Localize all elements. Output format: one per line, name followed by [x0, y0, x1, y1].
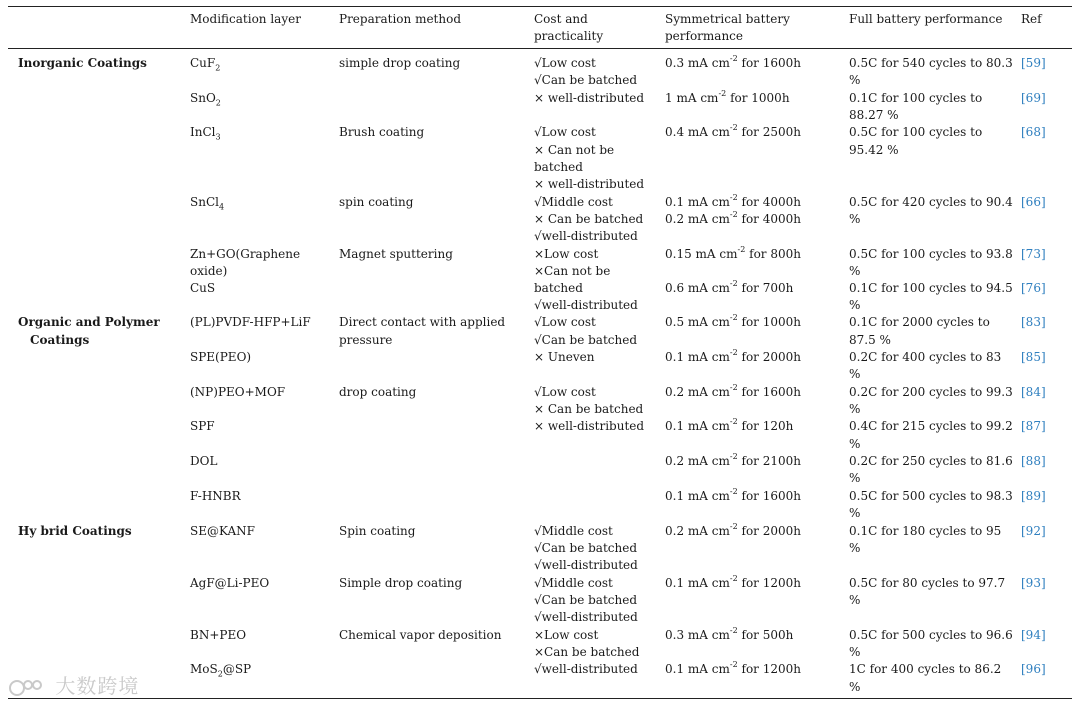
cost-cell: ×Low cost	[534, 628, 599, 642]
full-battery-cell-line2: %	[849, 264, 861, 278]
ref-link[interactable]: [83]	[1021, 315, 1046, 329]
ref-link[interactable]: [85]	[1021, 350, 1046, 364]
layer-cell: MoS$_2$@SP	[190, 662, 252, 679]
ref-link[interactable]: [92]	[1021, 524, 1046, 538]
layer-cell: (PL)PVDF-HFP+LiF	[190, 315, 311, 329]
layer-cell: AgF@Li-PEO	[190, 576, 270, 590]
symmetrical-cell: 0.1 mA $cm^{-2}$ for 1600h	[665, 487, 801, 503]
cost-cell: √Low cost	[534, 56, 596, 70]
full-battery-cell: 0.1C for 2000 cycles to	[849, 315, 990, 329]
full-battery-cell: 0.2C for 400 cycles to 83	[849, 350, 1002, 364]
cost-cell: √Can be batched	[534, 541, 638, 555]
header-ref: Ref	[1021, 12, 1042, 26]
cost-cell: √Can be batched	[534, 593, 638, 607]
layer-cell: (NP)PEO+MOF	[190, 385, 286, 399]
ref-link[interactable]: [94]	[1021, 628, 1046, 642]
ref-link[interactable]: [66]	[1021, 195, 1046, 209]
layer-cell: SnO$_2$	[190, 91, 221, 108]
symmetrical-cell: 0.15 mA $cm^{-2}$ for 800h	[665, 245, 801, 261]
method-cell: simple drop coating	[339, 56, 461, 70]
ref-link[interactable]: [59]	[1021, 56, 1046, 70]
full-battery-cell-line2: %	[849, 541, 861, 555]
symmetrical-cell: 0.1 mA $cm^{-2}$ for 1200h	[665, 660, 801, 676]
cost-cell: batched	[534, 160, 583, 174]
full-battery-cell-line2: 87.5 %	[849, 333, 891, 347]
ref-link[interactable]: [76]	[1021, 281, 1046, 295]
layer-cell: SPE(PEO)	[190, 350, 252, 364]
cost-cell: × Can not be	[534, 143, 615, 157]
full-battery-cell-line2: %	[849, 212, 861, 226]
cost-cell: √Middle cost	[534, 524, 613, 538]
full-battery-cell: 0.5C for 420 cycles to 90.4	[849, 195, 1013, 209]
layer-cell: SPF	[190, 419, 215, 433]
symmetrical-cell: 0.3 mA $cm^{-2}$ for 1600h	[665, 54, 801, 70]
full-battery-cell: 0.5C for 500 cycles to 96.6	[849, 628, 1013, 642]
cost-cell: √Low cost	[534, 385, 596, 399]
method-cell: Direct contact with applied	[339, 315, 506, 329]
full-battery-cell-line2: %	[849, 367, 861, 381]
method-cell: spin coating	[339, 195, 414, 209]
full-battery-cell-line2: %	[849, 73, 861, 87]
cost-cell: × Can be batched	[534, 402, 644, 416]
header-cost-line1: Cost and	[534, 12, 588, 26]
full-battery-cell-line2: %	[849, 506, 861, 520]
full-battery-cell-line2: 88.27 %	[849, 108, 899, 122]
full-battery-cell: 0.4C for 215 cycles to 99.2	[849, 419, 1013, 433]
full-battery-cell: 0.5C for 80 cycles to 97.7	[849, 576, 1006, 590]
symmetrical-cell: 1 mA $cm^{-2}$ for 1000h	[665, 89, 790, 105]
ref-link[interactable]: [96]	[1021, 662, 1046, 676]
method-cell: Simple drop coating	[339, 576, 463, 590]
cost-cell: √well-distributed	[534, 558, 638, 572]
layer-cell-line2: oxide)	[190, 264, 228, 278]
layer-cell: CuS	[190, 281, 216, 295]
group-label-inorganic: Inorganic Coatings	[18, 56, 147, 70]
watermark-logo-icon	[8, 677, 48, 699]
layer-cell: SnCl$_4$	[190, 195, 225, 212]
cost-cell: ×Low cost	[534, 247, 599, 261]
table-header-rule	[8, 48, 1072, 49]
symmetrical-cell: 0.2 mA $cm^{-2}$ for 4000h	[665, 210, 801, 226]
full-battery-cell: 0.1C for 100 cycles to	[849, 91, 983, 105]
ref-link[interactable]: [73]	[1021, 247, 1046, 261]
cost-cell: batched	[534, 281, 583, 295]
method-cell: Chemical vapor deposition	[339, 628, 502, 642]
layer-cell: Zn+GO(Graphene	[190, 247, 301, 261]
layer-cell: F-HNBR	[190, 489, 241, 503]
full-battery-cell: 1C for 400 cycles to 86.2	[849, 662, 1002, 676]
table-bottom-rule	[8, 698, 1072, 699]
table-top-rule	[8, 6, 1072, 7]
symmetrical-cell: 0.1 mA $cm^{-2}$ for 2000h	[665, 348, 801, 364]
full-battery-cell-line2: %	[849, 402, 861, 416]
full-battery-cell-line2: %	[849, 593, 861, 607]
symmetrical-cell: 0.4 mA $cm^{-2}$ for 2500h	[665, 123, 801, 139]
layer-cell: InCl$_3$	[190, 125, 221, 142]
group-label-organic: Organic and Polymer	[18, 315, 160, 329]
cost-cell: √Middle cost	[534, 195, 613, 209]
full-battery-cell-line2: %	[849, 298, 861, 312]
cost-cell: √well-distributed	[534, 610, 638, 624]
watermark	[8, 670, 139, 699]
header-cost-line2: practicality	[534, 29, 604, 43]
layer-cell: BN+PEO	[190, 628, 247, 642]
full-battery-cell: 0.1C for 180 cycles to 95	[849, 524, 1002, 538]
full-battery-cell: 0.5C for 540 cycles to 80.3	[849, 56, 1013, 70]
ref-link[interactable]: [84]	[1021, 385, 1046, 399]
cost-cell: ×Can not be	[534, 264, 611, 278]
full-battery-cell: 0.2C for 250 cycles to 81.6	[849, 454, 1013, 468]
symmetrical-cell: 0.6 mA $cm^{-2}$ for 700h	[665, 279, 794, 295]
symmetrical-cell: 0.1 mA $cm^{-2}$ for 1200h	[665, 574, 801, 590]
ref-link[interactable]: [87]	[1021, 419, 1046, 433]
header-symmetrical-line2: performance	[665, 29, 744, 43]
method-cell: Spin coating	[339, 524, 416, 538]
full-battery-cell-line2: %	[849, 645, 861, 659]
full-battery-cell-line2: %	[849, 471, 861, 485]
layer-cell: SE@KANF	[190, 524, 255, 538]
full-battery-cell: 0.2C for 200 cycles to 99.3	[849, 385, 1013, 399]
ref-link[interactable]: [69]	[1021, 91, 1046, 105]
full-battery-cell-line2: %	[849, 680, 861, 694]
symmetrical-cell: 0.2 mA $cm^{-2}$ for 2000h	[665, 522, 801, 538]
cost-cell: √well-distributed	[534, 298, 638, 312]
symmetrical-cell: 0.2 mA $cm^{-2}$ for 1600h	[665, 383, 801, 399]
method-cell-line2: pressure	[339, 333, 393, 347]
layer-cell: DOL	[190, 454, 218, 468]
cost-cell: √Low cost	[534, 315, 596, 329]
full-battery-cell-line2: 95.42 %	[849, 143, 899, 157]
method-cell: Brush coating	[339, 125, 425, 139]
header-preparation-method: Preparation method	[339, 12, 462, 26]
header-symmetrical-line1: Symmetrical battery	[665, 12, 790, 26]
cost-cell: × Can be batched	[534, 212, 644, 226]
cost-cell: √well-distributed	[534, 662, 638, 676]
cost-cell: × Uneven	[534, 350, 595, 364]
full-battery-cell: 0.5C for 500 cycles to 98.3	[849, 489, 1013, 503]
header-full-battery: Full battery performance	[849, 12, 1003, 26]
group-label-organic-line2: Coatings	[30, 333, 90, 347]
full-battery-cell: 0.5C for 100 cycles to	[849, 125, 983, 139]
cost-cell: √well-distributed	[534, 229, 638, 243]
cost-cell: ×Can be batched	[534, 645, 640, 659]
cost-cell: √Middle cost	[534, 576, 613, 590]
symmetrical-cell: 0.2 mA $cm^{-2}$ for 2100h	[665, 452, 801, 468]
ref-link[interactable]: [88]	[1021, 454, 1046, 468]
symmetrical-cell: 0.5 mA $cm^{-2}$ for 1000h	[665, 313, 801, 329]
cost-cell: √Low cost	[534, 125, 596, 139]
layer-cell: CuF$_2$	[190, 56, 221, 73]
full-battery-cell: 0.5C for 100 cycles to 93.8	[849, 247, 1013, 261]
ref-link[interactable]: [93]	[1021, 576, 1046, 590]
ref-link[interactable]: [68]	[1021, 125, 1046, 139]
symmetrical-cell: 0.3 mA $cm^{-2}$ for 500h	[665, 626, 794, 642]
header-modification-layer: Modification layer	[190, 12, 301, 26]
cost-cell: × well-distributed	[534, 91, 645, 105]
symmetrical-cell: 0.1 mA $cm^{-2}$ for 120h	[665, 417, 794, 433]
ref-link[interactable]: [89]	[1021, 489, 1046, 503]
symmetrical-cell: 0.1 mA $cm^{-2}$ for 4000h	[665, 193, 801, 209]
watermark-text: 大数跨境	[55, 674, 140, 698]
group-label-hybrid: Hy brid Coatings	[18, 524, 132, 538]
method-cell: Magnet sputtering	[339, 247, 453, 261]
full-battery-cell-line2: %	[849, 437, 861, 451]
cost-cell: √Can be batched	[534, 333, 638, 347]
full-battery-cell: 0.1C for 100 cycles to 94.5	[849, 281, 1013, 295]
cost-cell: × well-distributed	[534, 177, 645, 191]
cost-cell: √Can be batched	[534, 73, 638, 87]
method-cell: drop coating	[339, 385, 417, 399]
cost-cell: × well-distributed	[534, 419, 645, 433]
